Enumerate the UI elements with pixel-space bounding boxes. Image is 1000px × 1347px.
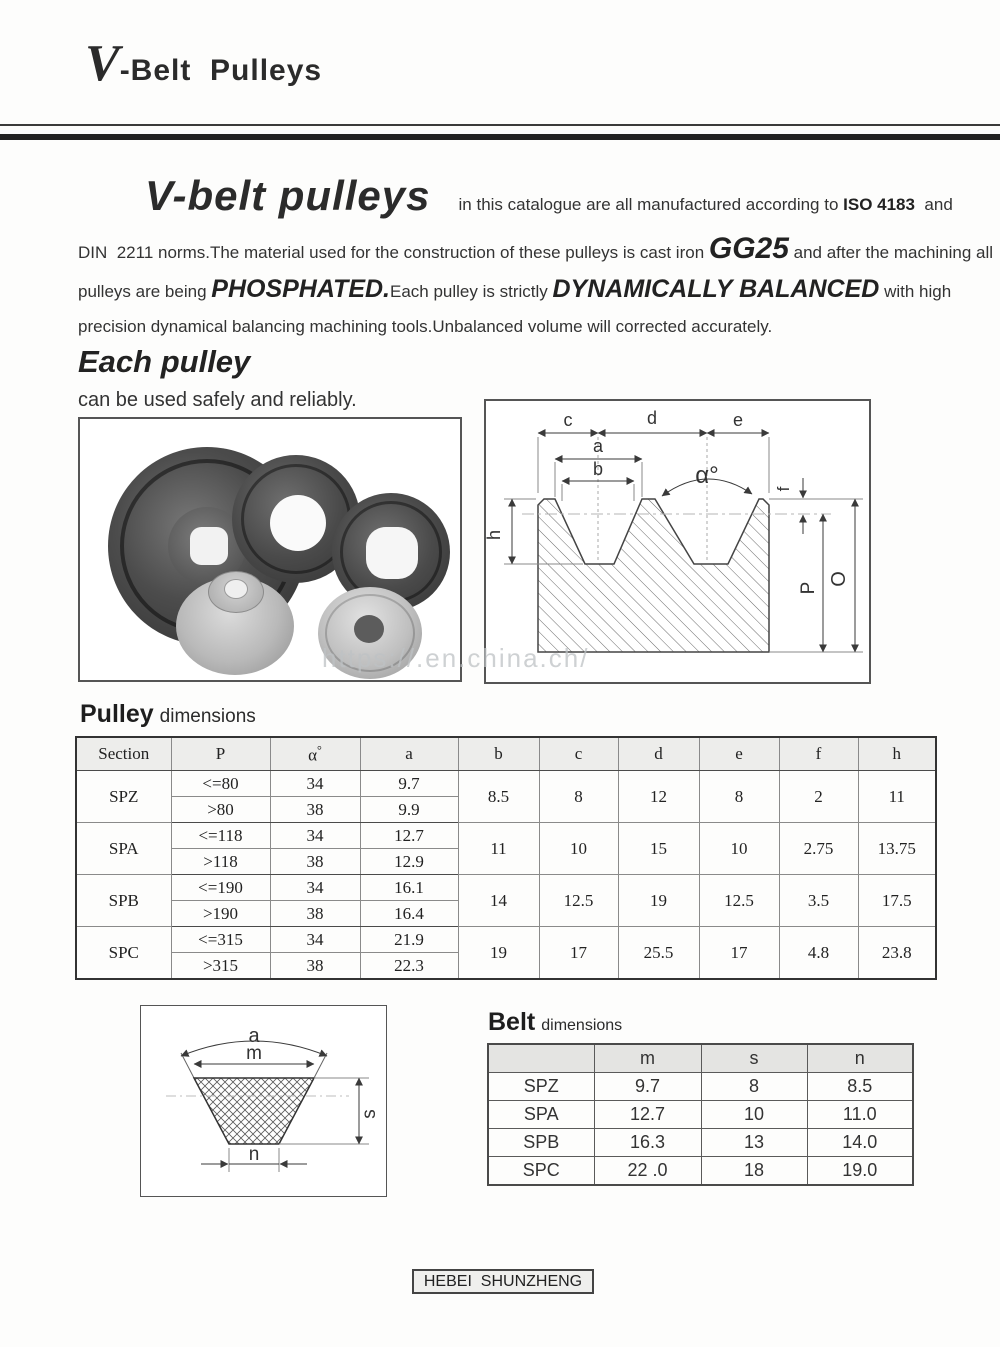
page-header — [85, 34, 322, 93]
belt-diagram-svg — [141, 1006, 386, 1196]
belt-section-diagram — [140, 1005, 387, 1197]
intro-line1: V-belt pulleys in this catalogue are all manufactured according to ISO 4183 and — [145, 172, 953, 219]
intro-line2: DIN 2211 norms.The material used for the construction of these pulleys is cast iron GG25 and after the machining all — [78, 232, 994, 265]
pulley-small-1 — [176, 577, 294, 675]
intro-line3: pulleys are being PHOSPHATED.Each pulley is strictly DYNAMICALLY BALANCED with high — [78, 275, 952, 303]
table-row: SPZ <=80 34 9.7 8.5 8 12 8 2 11 — [76, 771, 936, 797]
iso-standard: ISO 4183 — [843, 195, 915, 214]
groove-diagram-svg — [486, 401, 869, 682]
watermark: https://.en.china.ch/ — [322, 643, 590, 673]
table-row: SPC <=315 34 21.9 19 17 25.5 17 4.8 23.8 — [76, 927, 936, 953]
header-rule-thick — [0, 134, 1000, 140]
table-row: >315 38 22.3 — [76, 953, 936, 980]
table-header-row: m s n — [488, 1044, 913, 1073]
dim-label-P: P — [798, 581, 819, 595]
dim-label-alpha: α° — [695, 462, 719, 489]
header-v-letter: V — [85, 35, 120, 92]
belt-dimensions-heading: Belt dimensions — [488, 1008, 623, 1036]
balanced-label: DYNAMICALLY BALANCED — [552, 275, 880, 303]
dim-label-f: f — [774, 486, 793, 492]
dim-label-e: e — [732, 410, 744, 430]
belt-dim-s: s — [359, 1109, 380, 1119]
gg25-label: GG25 — [708, 232, 789, 265]
intro-line4: precision dynamical balancing machining tools.Unbalanced volume will corrected accurately. — [78, 317, 773, 336]
belt-dim-m: m — [246, 1043, 262, 1064]
dim-label-O: O — [828, 571, 850, 587]
table-row: >80 38 9.9 — [76, 797, 936, 823]
table-row: SPC 22 .0 18 19.0 — [488, 1157, 913, 1186]
dim-label-b: b — [592, 459, 604, 479]
footer-company-label: HEBEI SHUNZHENG — [412, 1269, 594, 1294]
each-pulley-subtext: can be used safely and reliably. — [78, 389, 357, 411]
pulley-dimensions-table — [75, 736, 937, 980]
dim-label-a: a — [592, 436, 604, 456]
phosphated-label: PHOSPHATED. — [211, 275, 390, 303]
dim-label-c: c — [563, 410, 573, 430]
header-title: -Belt Pulleys — [119, 54, 323, 87]
belt-dim-a: a — [248, 1025, 260, 1047]
table-row: >190 38 16.4 — [76, 901, 936, 927]
table-row: SPB 16.3 13 14.0 — [488, 1129, 913, 1157]
dim-label-d: d — [646, 408, 658, 428]
belt-dim-n: n — [248, 1144, 260, 1165]
table-row: SPA 12.7 10 11.0 — [488, 1101, 913, 1129]
pulley-dimensions-heading: Pulley dimensions — [80, 700, 256, 728]
belt-dimensions-table — [487, 1043, 914, 1186]
pulley-body-section — [538, 499, 769, 652]
table-header-row: Section P α° a b c d e f h — [76, 737, 936, 771]
pulley-section-diagram — [484, 399, 871, 684]
intro-title: V-belt pulleys — [145, 172, 431, 219]
table-row: SPZ 9.7 8 8.5 — [488, 1073, 913, 1101]
belt-trapezoid — [194, 1078, 314, 1144]
table-row: SPA <=118 34 12.7 11 10 15 10 2.75 13.75 — [76, 823, 936, 849]
table-row: SPB <=190 34 16.1 14 12.5 19 12.5 3.5 17.5 — [76, 875, 936, 901]
each-pulley-heading: Each pulley — [78, 344, 251, 379]
table-row: >118 38 12.9 — [76, 849, 936, 875]
header-rule-thin — [0, 124, 1000, 126]
dim-label-h: h — [486, 529, 504, 541]
